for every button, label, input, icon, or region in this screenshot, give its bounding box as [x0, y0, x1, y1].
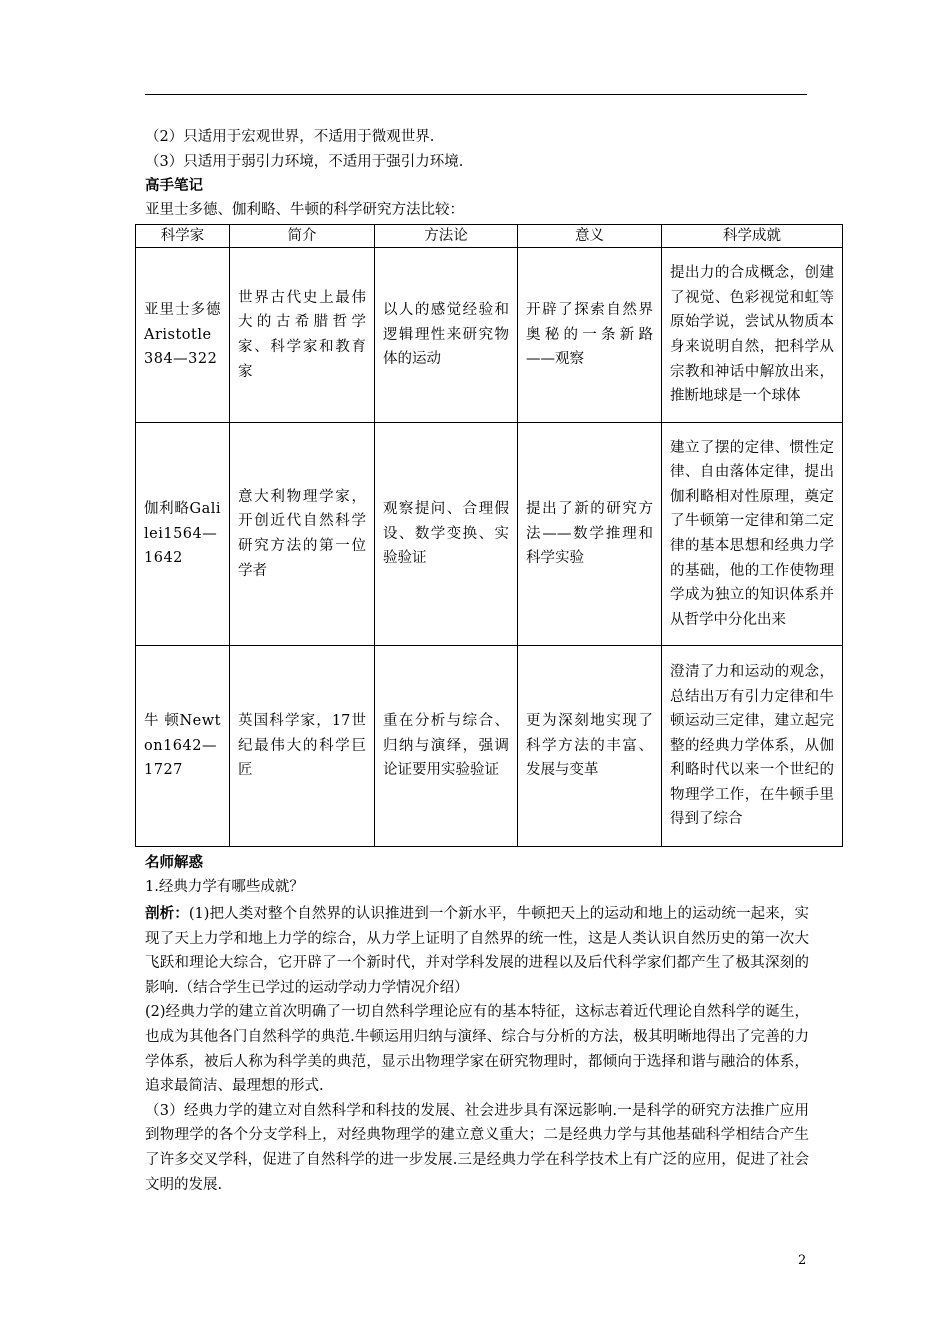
analysis-body	[145, 902, 809, 1197]
table-row	[136, 423, 843, 646]
cell-scientist: 伽利略Galilei1564—1642	[136, 423, 230, 646]
table-header-row	[136, 225, 843, 248]
cell-method: 观察提问、合理假设、数学变换、实验验证	[375, 423, 518, 646]
teacher-heading: 名师解惑	[145, 854, 203, 871]
cell-meaning: 开辟了探索自然界奥秘的一条新路——观察	[518, 248, 662, 423]
analysis-paragraph-2: (2)经典力学的建立首次明确了一切自然科学理论应有的基本特征，这标志着近代理论自然科学的诞生，也成为其他各门自然科学的典范.牛顿运用归纳与演绎、综合与分析的方法，极其明晰地得出了完善的力学体系，被后人称为科学美的典范，显示出物理学家在研究物理时，都倾向于选择和谐与融洽的体系，追求最简洁、最理想的形式.	[145, 1004, 809, 1095]
header-intro: 简介	[230, 225, 375, 248]
notes-subtitle: 亚里士多德、伽利略、牛顿的科学研究方法比较：	[145, 202, 464, 218]
header-meaning: 意义	[518, 225, 662, 248]
cell-scientist: 亚里士多德Aristotle384—322	[136, 248, 230, 423]
intro-line-3: （3）只适用于弱引力环境，不适用于强引力环境.	[145, 154, 464, 170]
header-achievement: 科学成就	[662, 225, 843, 248]
cell-method: 以人的感觉经验和逻辑理性来研究物体的运动	[375, 248, 518, 423]
table-row	[136, 646, 843, 847]
analysis-paragraph-1: 剖析：(1)把人类对整个自然界的认识推进到一个新水平，牛顿把天上的运动和地上的运动统一起来，实现了天上力学和地上力学的综合，从力学上证明了自然界的统一性，这是人类认识自然历史的第一次大飞跃和理论大综合，它开辟了一个新时代，并对学科发展的进程以及后代科学家们都产生了极其深刻的影响.（结合学生已学过的运动学动力学情况介绍）	[145, 905, 809, 996]
cell-intro: 意大利物理学家，开创近代自然科学研究方法的第一位学者	[230, 423, 375, 646]
comparison-table	[135, 224, 843, 847]
cell-intro: 世界古代史上最伟大的古希腊哲学家、科学家和教育家	[230, 248, 375, 423]
cell-method: 重在分析与综合、归纳与演绎，强调论证要用实验验证	[375, 646, 518, 847]
table-row	[136, 248, 843, 423]
header-rule	[145, 94, 807, 95]
header-scientist: 科学家	[136, 225, 230, 248]
cell-achievement: 澄清了力和运动的观念，总结出万有引力定律和牛顿运动三定律，建立起完整的经典力学体系，从伽利略时代以来一个世纪的物理学工作，在牛顿手里得到了综合	[662, 646, 843, 847]
cell-meaning: 提出了新的研究方法——数学推理和科学实验	[518, 423, 662, 646]
cell-meaning: 更为深刻地实现了科学方法的丰富、发展与变革	[518, 646, 662, 847]
cell-achievement: 建立了摆的定律、惯性定律、自由落体定律，提出伽利略相对性原理，奠定了牛顿第一定律和第二定律的基本思想和经典力学的基础，他的工作使物理学成为独立的知识体系并从哲学中分化出来	[662, 423, 843, 646]
question: 1.经典力学有哪些成就？	[145, 879, 304, 895]
analysis-paragraph-3: （3）经典力学的建立对自然科学和科技的发展、社会进步具有深远影响.一是科学的研究方法推广应用到物理学的各个分支学科上，对经典物理学的建立意义重大；二是经典力学与其他基础科学相结合产生了许多交叉学科，促进了自然科学的进一步发展.三是经典力学在科学技术上有广泛的应用，促进了社会文明的发展.	[145, 1102, 809, 1193]
header-method: 方法论	[375, 225, 518, 248]
page-number: 2	[798, 1253, 807, 1268]
cell-intro: 英国科学家，17世纪最伟大的科学巨匠	[230, 646, 375, 847]
cell-scientist: 牛 顿Newton1642—1727	[136, 646, 230, 847]
cell-achievement: 提出力的合成概念，创建了视觉、色彩视觉和虹等原始学说，尝试从物质本身来说明自然，把科学从宗教和神话中解放出来，推断地球是一个球体	[662, 248, 843, 423]
analysis-label: 剖析：	[145, 905, 189, 922]
notes-heading: 高手笔记	[145, 177, 203, 194]
intro-line-2: （2）只适用于宏观世界，不适用于微观世界.	[145, 129, 435, 145]
